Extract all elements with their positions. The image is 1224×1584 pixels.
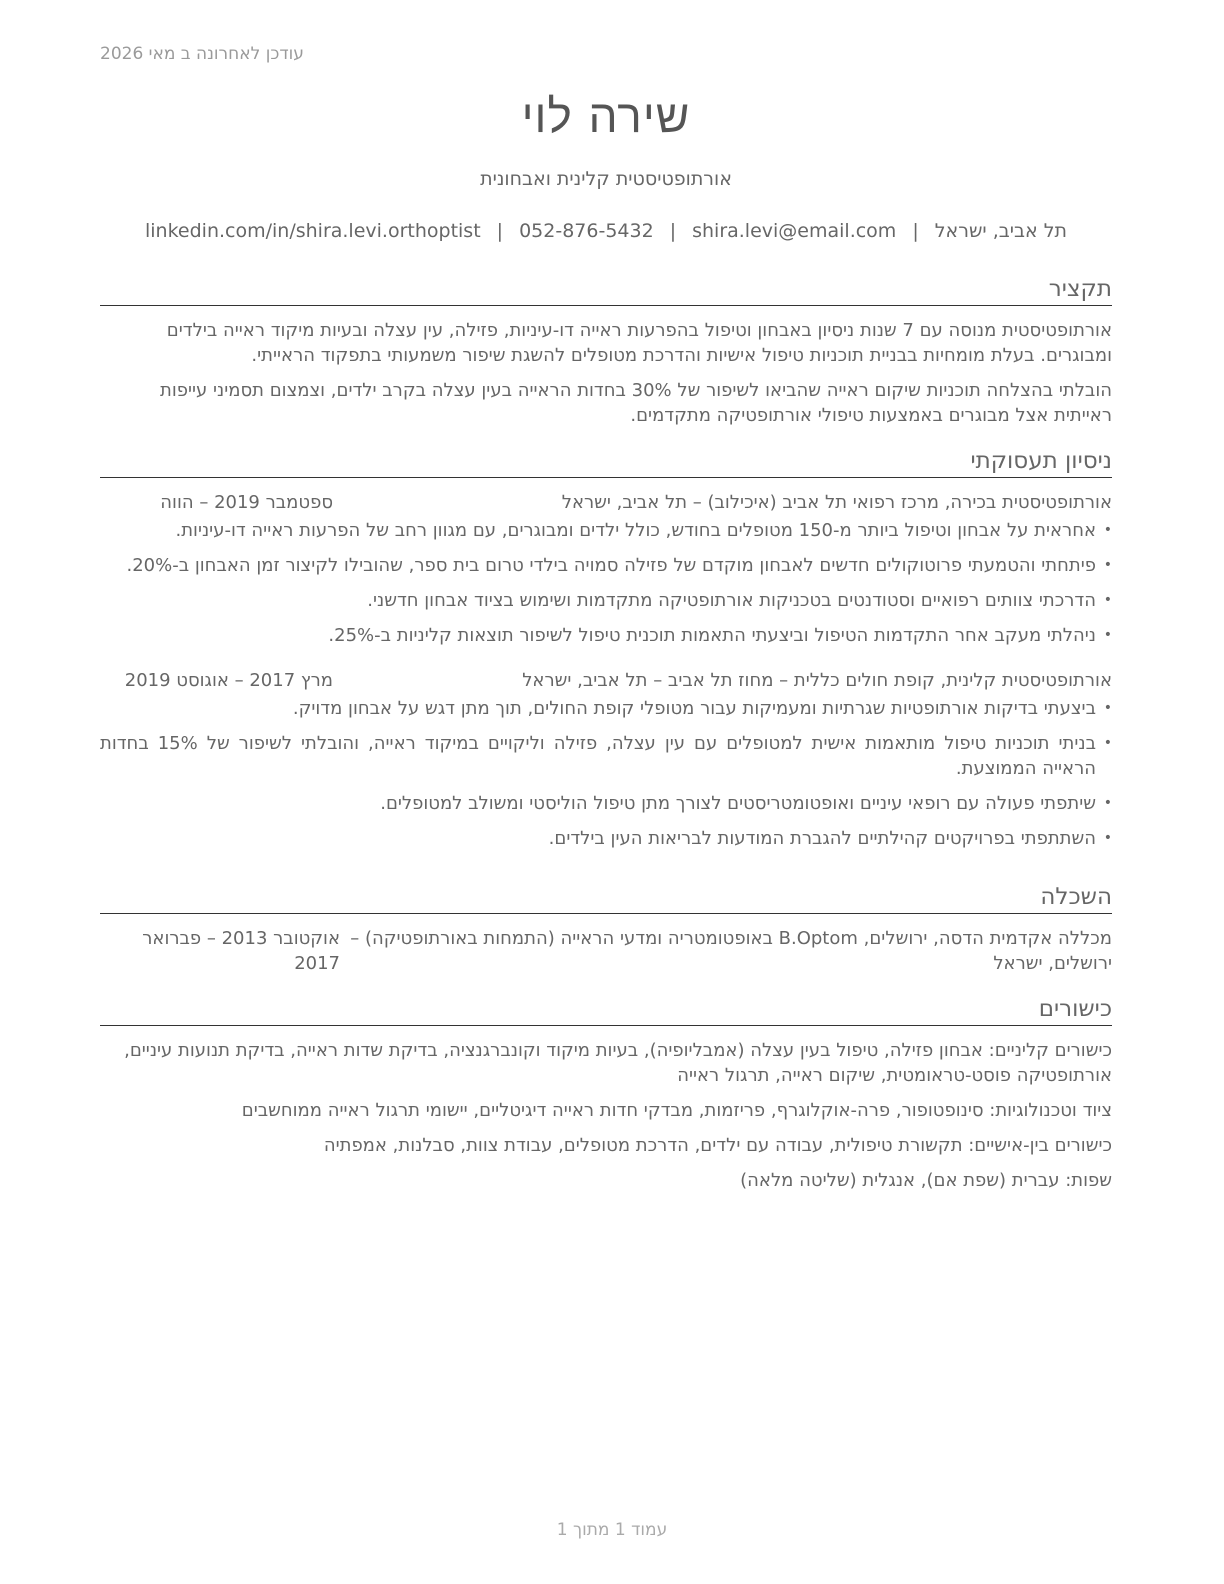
contact-separator: | bbox=[912, 220, 919, 242]
candidate-title: אורתופטיסטית קלינית ואבחונית bbox=[480, 168, 732, 190]
job-bullet: • פיתחתי והטמעתי פרוטוקולים חדשים לאבחון מוקדם של פזילה סמויה בילדי טרום בית ספר, שהובילו לקיצור זמן האבחון ב-20%. bbox=[100, 553, 1096, 578]
contact-location: תל אביב, ישראל bbox=[934, 220, 1067, 242]
contact-line bbox=[100, 218, 1112, 244]
summary-paragraph: הובלתי בהצלחה תוכניות שיקום ראייה שהביאו לשיפור של 30% בחדות הראייה בעין עצלה בקרב ילדים, וצמצום תסמיני עייפות ראייתית אצל מבוגרים באמצעות טיפולי אורתופטיקה מתקדמים. bbox=[159, 380, 1112, 426]
job-role: אורתופטיסטית בכירה, מרכז רפואי תל אביב (איכילוב) – תל אביב, ישראל bbox=[561, 492, 1112, 513]
job-bullet: • הדרכתי צוותים רפואיים וסטודנטים בטכניקות אורתופטיקה מתקדמות ושימוש בציוד אבחון חדשני. bbox=[100, 588, 1096, 613]
contact-separator: | bbox=[496, 220, 504, 242]
job-bullets bbox=[100, 518, 1112, 648]
contact-separator: | bbox=[669, 220, 677, 242]
job-bullet: • אחראית על אבחון וטיפול ביותר מ-150 מטופלים בחודש, כולל ילדים ומבוגרים, עם מגוון רחב של הפרעות ראייה דו-עיניות. bbox=[100, 518, 1096, 543]
summary-paragraph: אורתופטיסטית מנוסה עם 7 שנות ניסיון באבחון וטיפול בהפרעות ראייה דו-עיניות, פזילה, עין עצלה ובעיות מיקוד ראייה בילדים ומבוגרים. בעלת מומחיות בבניית תוכניות טיפול אישיות והדרכת מטופלים להשגת שיפור משמעותי בתפקוד הראייתי. bbox=[166, 320, 1112, 366]
job-dates: ספטמבר 2019 – הווה bbox=[160, 492, 333, 513]
job-bullets bbox=[100, 696, 1112, 851]
job-entry bbox=[100, 490, 1112, 648]
skills-line: כישורים בין-אישיים: תקשורת טיפולית, עבודה עם ילדים, הדרכת מטופלים, עבודת צוות, סבלנות, אמפתיה bbox=[323, 1135, 1112, 1156]
job-bullet: • השתתפתי בפרויקטים קהילתיים להגברת המודעות לבריאות העין בילדים. bbox=[100, 826, 1096, 851]
skills-line: כישורים קליניים: אבחון פזילה, טיפול בעין עצלה (אמבליופיה), בעיות מיקוד וקונברגנציה, בדיקת שדות ראייה, בדיקת תנועות עיניים, אורתופטיקה פוסט-טראומטית, שיקום ראייה, תרגול ראייה bbox=[124, 1040, 1112, 1086]
job-bullet: • שיתפתי פעולה עם רופאי עיניים ואופטומטריסטים לצורך מתן טיפול הוליסטי ומשולב למטופלים. bbox=[100, 791, 1096, 816]
candidate-name: שירה לוי bbox=[521, 89, 691, 143]
last-updated-note: עודכן לאחרונה ב מאי 2026 bbox=[100, 44, 304, 64]
job-bullet: • ניהלתי מעקב אחר התקדמות הטיפול וביצעתי התאמות תוכנית טיפול לשיפור תוצאות קליניות ב-25%. bbox=[100, 623, 1096, 648]
education-dates: אוקטובר 2013 – פברואר 2017 bbox=[142, 928, 340, 974]
education-heading: השכלה bbox=[100, 882, 1112, 914]
summary-heading: תקציר bbox=[100, 274, 1112, 306]
education-entry bbox=[100, 926, 1112, 978]
contact-phone[interactable]: 052-876-5432 bbox=[519, 220, 654, 242]
skills-line: שפות: עברית (שפת אם), אנגלית (שליטה מלאה) bbox=[740, 1170, 1112, 1191]
skills-line: ציוד וטכנולוגיות: סינופטופור, פרה-אוקלוגרף, פריזמות, מבדקי חדות ראייה דיגיטליים, יישומי תרגול ראייה ממוחשבים bbox=[241, 1100, 1112, 1121]
job-entry bbox=[100, 668, 1112, 851]
skills-heading: כישורים bbox=[100, 994, 1112, 1026]
resume-page bbox=[100, 0, 1112, 1584]
job-header bbox=[100, 668, 1112, 694]
skills-section bbox=[100, 994, 1112, 1203]
job-role: אורתופטיסטית קלינית, קופת חולים כללית – מחוז תל אביב – תל אביב, ישראל bbox=[522, 670, 1112, 691]
education-school: מכללה אקדמית הדסה, ירושלים, B.Optom באופטומטריה ומדעי הראייה (התמחות באורתופטיקה) – ירושלים, ישראל bbox=[350, 928, 1112, 974]
job-dates: מרץ 2017 – אוגוסט 2019 bbox=[124, 670, 333, 691]
summary-section bbox=[100, 274, 1112, 438]
experience-heading: ניסיון תעסוקתי bbox=[100, 446, 1112, 478]
job-bullet: • ביצעתי בדיקות אורתופטיות שגרתיות ומעמיקות עבור מטופלי קופת החולים, תוך מתן דגש על אבחון מדויק. bbox=[100, 696, 1096, 721]
experience-section bbox=[100, 446, 1112, 861]
page-number: עמוד 1 מתוך 1 bbox=[556, 1520, 668, 1540]
job-bullet: • בניתי תוכניות טיפול מותאמות אישית למטופלים עם עין עצלה, פזילה וליקויים במיקוד ראייה, והובלתי לשיפור של 15% בחדות הראייה הממוצעת. bbox=[100, 731, 1096, 781]
resume-header bbox=[100, 84, 1112, 244]
contact-linkedin[interactable]: linkedin.com/in/shira.levi.orthoptist bbox=[144, 220, 481, 242]
contact-email[interactable]: shira.levi@email.com bbox=[692, 220, 897, 242]
education-section bbox=[100, 882, 1112, 978]
job-header bbox=[100, 490, 1112, 516]
